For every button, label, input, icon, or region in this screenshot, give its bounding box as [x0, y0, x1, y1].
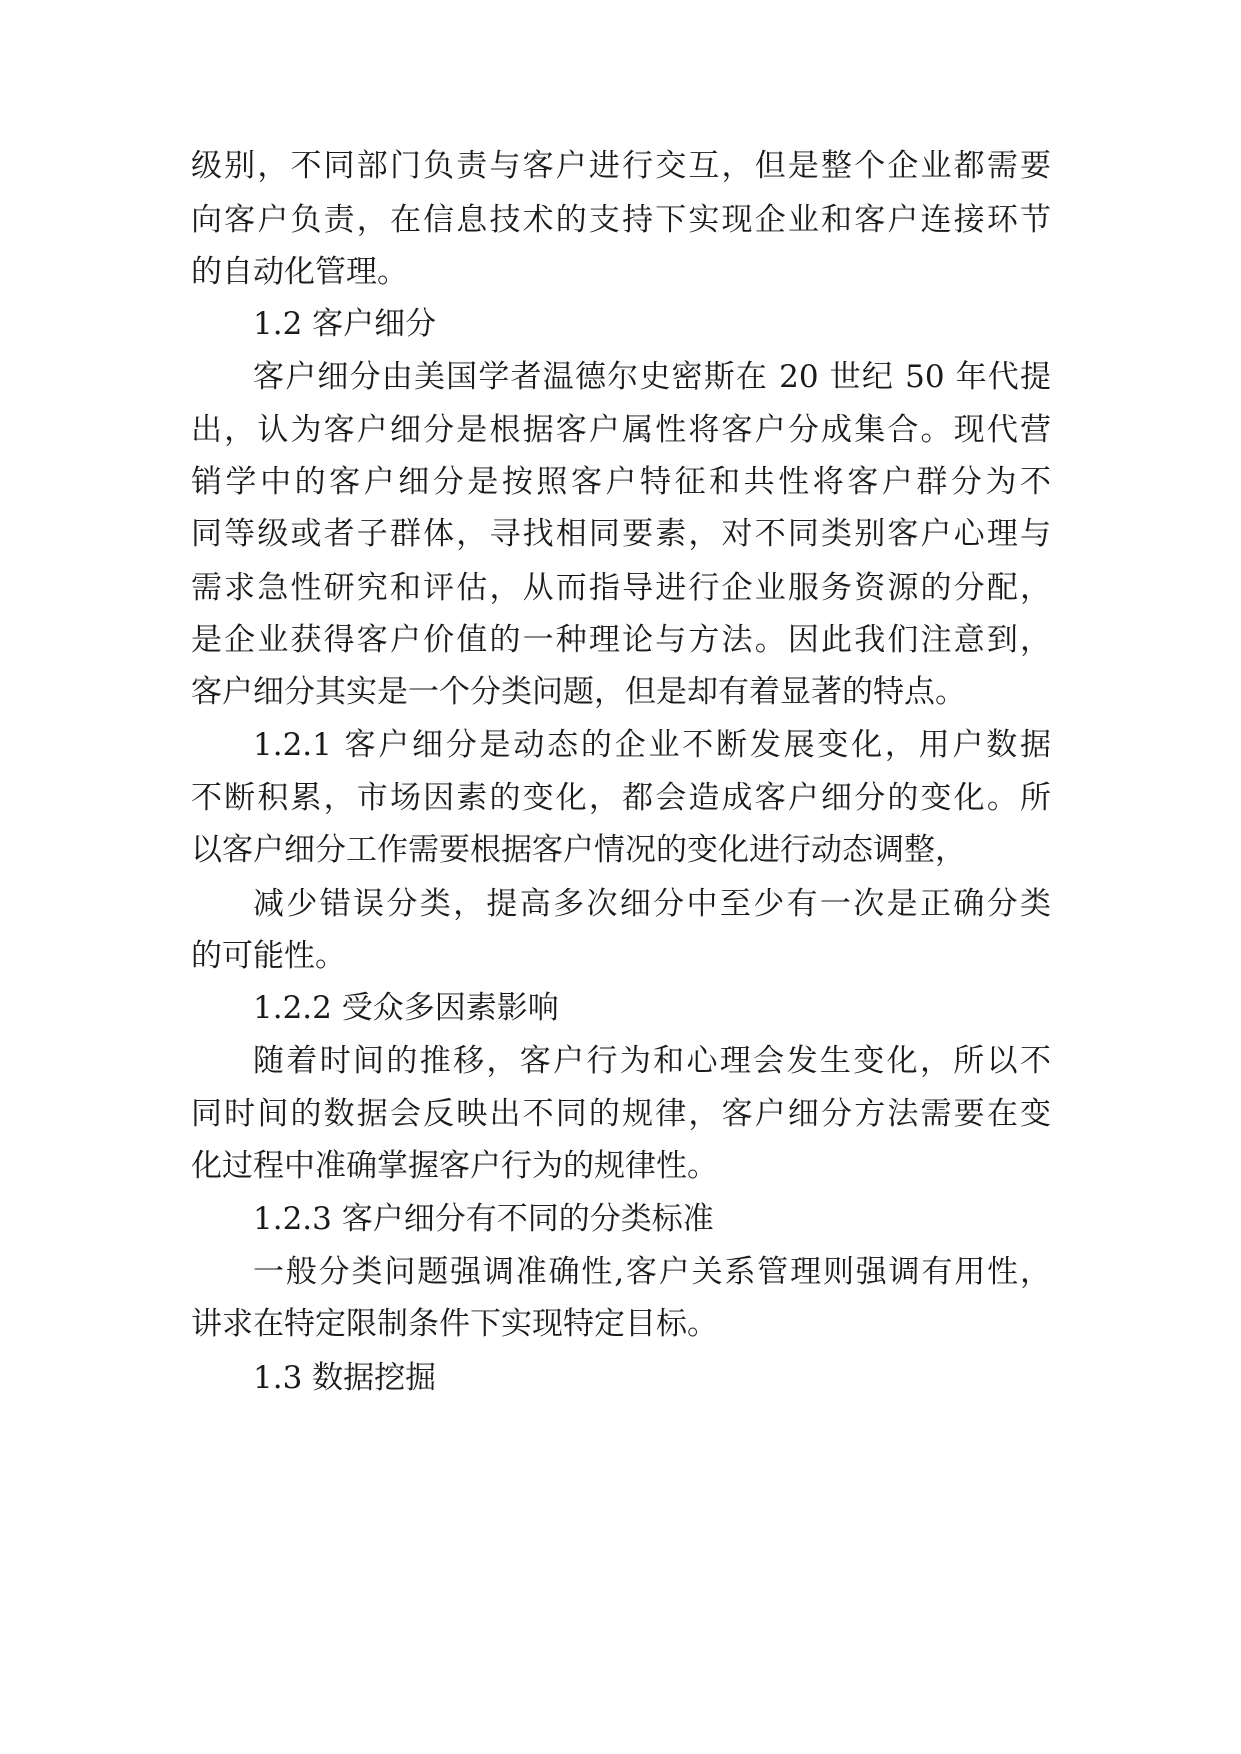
body-text-line: 向客户负责，在信息技术的支持下实现企业和客户连接环节 — [191, 202, 1051, 238]
body-text-line: 同等级或者子群体，寻找相同要素，对不同类别客户心理与 — [191, 516, 1051, 552]
body-text-line: 级别，不同部门负责与客户进行交互，但是整个企业都需要 — [191, 148, 1051, 184]
body-text-line: 同时间的数据会反映出不同的规律，客户细分方法需要在变 — [191, 1096, 1051, 1132]
body-text-line: 是企业获得客户价值的一种理论与方法。因此我们注意到， — [191, 622, 1051, 658]
body-text-line: 客户细分由美国学者温德尔史密斯在 20 世纪 50 年代提 — [253, 359, 1051, 395]
body-text-line: 销学中的客户细分是按照客户特征和共性将客户群分为不 — [191, 464, 1051, 500]
body-text-line: 客户细分其实是一个分类问题，但是却有着显著的特点。 — [191, 674, 966, 710]
body-text-line: 的自动化管理。 — [191, 254, 408, 290]
body-text-line: 减少错误分类，提高多次细分中至少有一次是正确分类 — [253, 886, 1051, 922]
subsection-heading: 1.2.1 客户细分是动态的企业不断发展变化，用户数据 — [253, 727, 1051, 763]
body-text-line: 需求急性研究和评估，从而指导进行企业服务资源的分配， — [191, 570, 1051, 606]
section-heading: 1.3 数据挖掘 — [253, 1360, 437, 1396]
body-text-line: 以客户细分工作需要根据客户情况的变化进行动态调整， — [191, 832, 966, 868]
subsection-heading: 1.2.2 受众多因素影响 — [253, 990, 559, 1026]
body-text-line: 化过程中准确掌握客户行为的规律性。 — [191, 1148, 718, 1184]
body-text-line: 随着时间的推移，客户行为和心理会发生变化，所以不 — [253, 1043, 1051, 1079]
subsection-heading: 1.2.3 客户细分有不同的分类标准 — [253, 1201, 714, 1237]
body-text-line: 的可能性。 — [191, 938, 346, 974]
body-text-line: 讲求在特定限制条件下实现特定目标。 — [191, 1306, 718, 1342]
body-text-line: 出，认为客户细分是根据客户属性将客户分成集合。现代营 — [191, 412, 1051, 448]
body-text-line: 一般分类问题强调准确性,客户关系管理则强调有用性， — [253, 1254, 1051, 1290]
body-text-line: 不断积累，市场因素的变化，都会造成客户细分的变化。所 — [191, 780, 1051, 816]
section-heading: 1.2 客户细分 — [253, 306, 437, 342]
